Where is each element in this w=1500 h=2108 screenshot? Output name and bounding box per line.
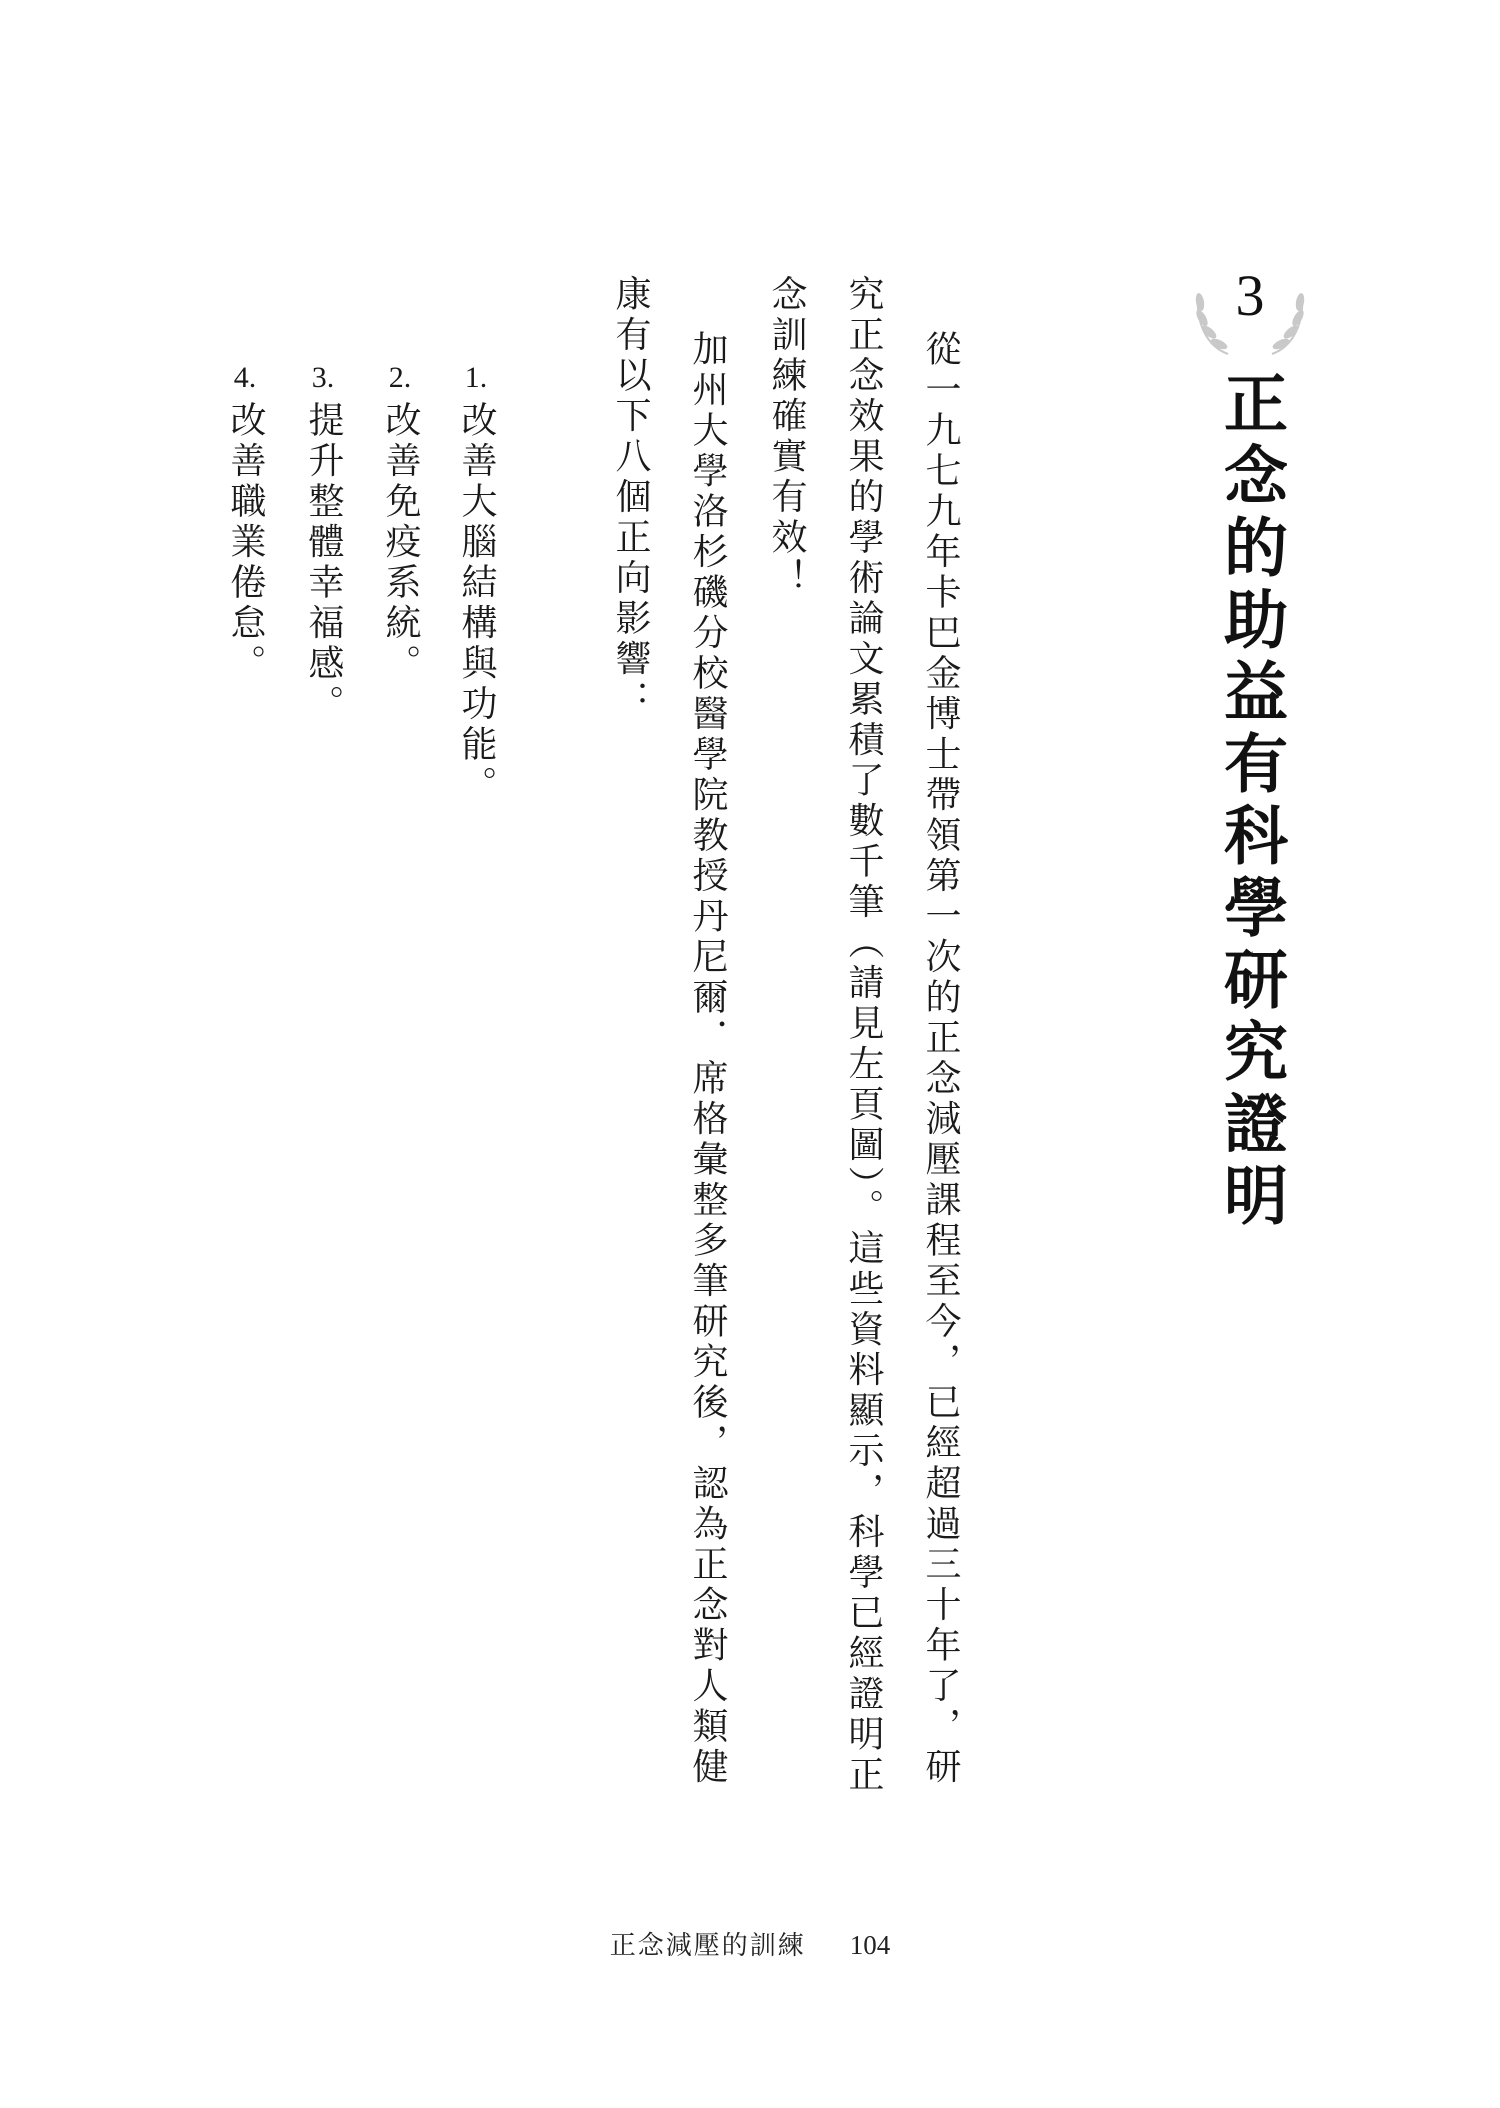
chapter-emblem — [1188, 262, 1312, 362]
list-item-text: 改善職業倦怠。 — [225, 401, 266, 685]
page-footer — [0, 1925, 1500, 1962]
list-item-number: 4. — [233, 361, 257, 394]
chapter-title: 正念的助益有科學研究證明 — [1213, 370, 1288, 1234]
list-item-number: 1. — [464, 361, 488, 394]
list-item — [300, 355, 346, 725]
book-title: 正念減壓的訓練 — [609, 1931, 806, 1961]
list-item-text: 改善大腦結構與功能。 — [456, 401, 497, 806]
list-item-text: 提升整體幸福感。 — [303, 401, 344, 725]
list-item — [222, 355, 268, 685]
page-number: 104 — [849, 1930, 891, 1960]
list-item-number: 3. — [311, 361, 335, 394]
list-item — [453, 355, 499, 806]
paragraph-line: 從一九七九年卡巴金博士帶領第一次的正念減壓課程至今，已經超過三十年了，研 — [920, 330, 961, 1788]
list-item-text: 改善免疫系統。 — [380, 401, 421, 685]
chapter-number: 3 — [1235, 263, 1265, 328]
paragraph-line: 念訓練確實有效！ — [766, 275, 807, 599]
paragraph-line: 加州大學洛杉磯分校醫學院教授丹尼爾．席格彙整多筆研究後，認為正念對人類健 — [687, 330, 728, 1788]
paragraph-line: 究正念效果的學術論文累積了數千筆（請見左頁圖）。這些資料顯示，科學已經證明正 — [843, 275, 884, 1796]
paragraph-line: 康有以下八個正向影響： — [610, 275, 651, 721]
list-item — [377, 355, 423, 685]
list-item-number: 2. — [388, 361, 412, 394]
